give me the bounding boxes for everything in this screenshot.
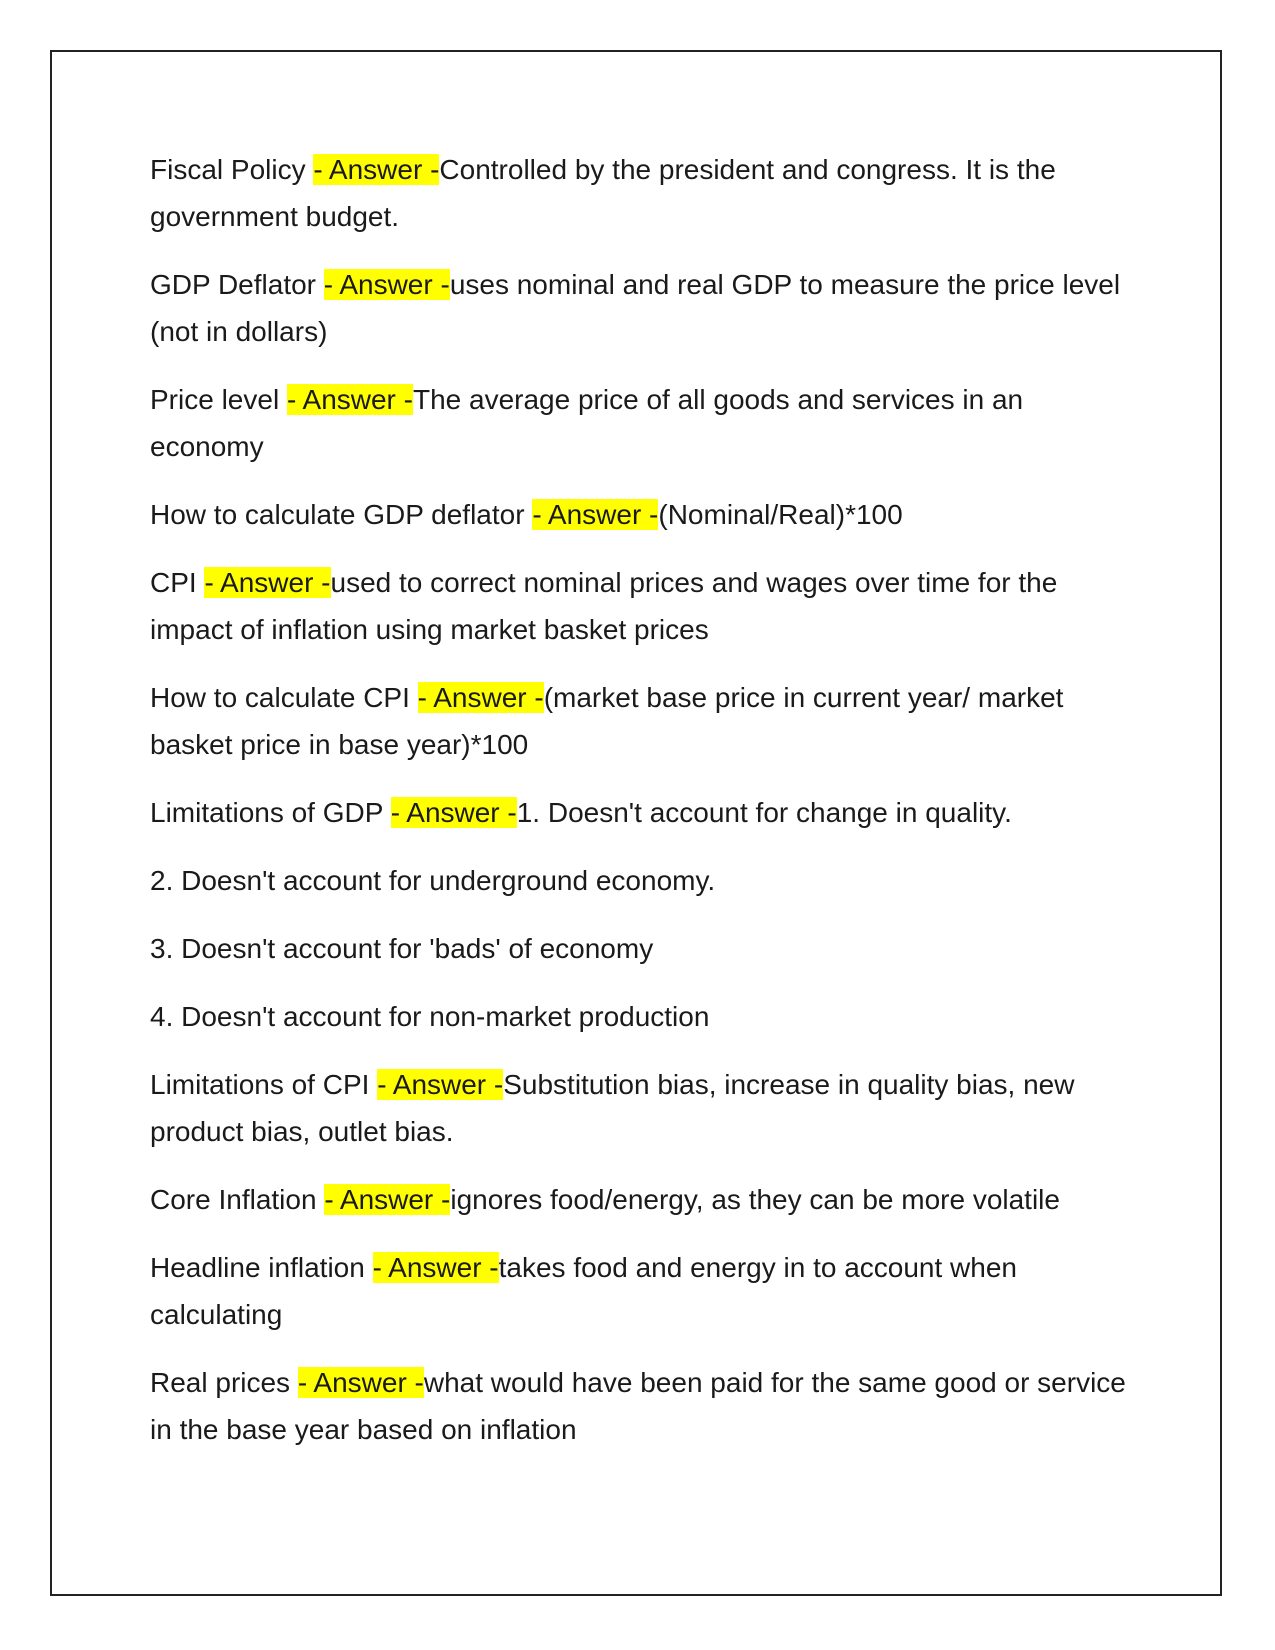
entry-term: Price level — [150, 384, 280, 415]
entry-answer: Controlled by the president and congress. It is the government budget. — [150, 154, 1056, 232]
entry-answer: 1. Doesn't account for change in quality. — [516, 797, 1012, 828]
entry-term: Real prices — [150, 1367, 291, 1398]
entry-answer: (Nominal/Real)*100 — [658, 499, 903, 530]
entry-answer: takes food and energy in to account when calculating — [150, 1252, 1017, 1330]
answer-marker: - Answer - — [324, 1184, 451, 1215]
answer-marker: - Answer - — [417, 682, 544, 713]
entry-headline-inflation — [150, 1244, 1135, 1338]
limitation-item: 3. Doesn't account for 'bads' of economy — [150, 933, 654, 964]
entry-term: Limitations of CPI — [150, 1069, 370, 1100]
entry-calc-cpi — [150, 674, 1135, 768]
entry-answer: what would have been paid for the same good or service in the base year based on inflation — [150, 1367, 1126, 1445]
answer-marker: - Answer - — [323, 269, 450, 300]
entry-term: How to calculate CPI — [150, 682, 410, 713]
answer-marker: - Answer - — [390, 797, 517, 828]
answer-marker: - Answer - — [372, 1252, 499, 1283]
entry-answer: ignores food/energy, as they can be more volatile — [450, 1184, 1060, 1215]
answer-marker: - Answer - — [286, 384, 413, 415]
answer-marker: - Answer - — [377, 1069, 504, 1100]
entry-core-inflation — [150, 1176, 1135, 1223]
answer-marker: - Answer - — [297, 1367, 424, 1398]
limitation-item: 4. Doesn't account for non-market production — [150, 1001, 710, 1032]
answer-marker: - Answer - — [313, 154, 440, 185]
entry-term: How to calculate GDP deflator — [150, 499, 525, 530]
entry-term: CPI — [150, 567, 197, 598]
entry-cpi — [150, 559, 1135, 653]
entry-term: Headline inflation — [150, 1252, 365, 1283]
entry-limitations-gdp — [150, 789, 1135, 836]
entry-term: GDP Deflator — [150, 269, 316, 300]
entry-gdp-deflator — [150, 261, 1135, 355]
entry-price-level — [150, 376, 1135, 470]
entry-answer: Substitution bias, increase in quality bias, new product bias, outlet bias. — [150, 1069, 1075, 1147]
entry-answer: The average price of all goods and services in an economy — [150, 384, 1024, 462]
answer-marker: - Answer - — [532, 499, 659, 530]
limitation-item: 2. Doesn't account for underground economy. — [150, 865, 716, 896]
entry-answer: uses nominal and real GDP to measure the price level (not in dollars) — [150, 269, 1121, 347]
entry-real-prices — [150, 1359, 1135, 1453]
flashcard-list — [150, 146, 1135, 1474]
entry-limitations-cpi — [150, 1061, 1135, 1155]
entry-answer: used to correct nominal prices and wages over time for the impact of inflation using market basket prices — [150, 567, 1058, 645]
entry-term: Core Inflation — [150, 1184, 317, 1215]
entry-answer: (market base price in current year/ market basket price in base year)*100 — [150, 682, 1064, 760]
entry-term: Fiscal Policy — [150, 154, 306, 185]
entry-fiscal-policy — [150, 146, 1135, 240]
entry-term: Limitations of GDP — [150, 797, 383, 828]
answer-marker: - Answer - — [204, 567, 331, 598]
entry-calc-gdp-deflator — [150, 491, 1135, 538]
